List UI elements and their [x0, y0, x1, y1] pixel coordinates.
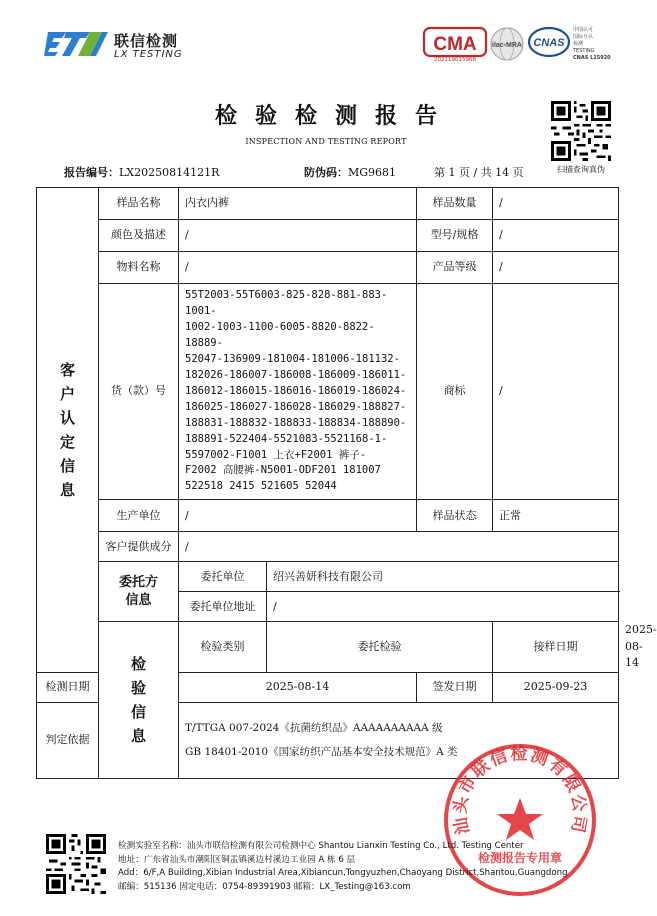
footer-contact: 邮编：515136 固定电话：0754-89391903 邮箱：LX_Testing@163.com	[118, 881, 411, 892]
qr-code-icon	[551, 101, 611, 161]
section-client-info: 客户认定信息	[37, 188, 99, 673]
test-date-label: 检测日期	[37, 672, 99, 702]
issue-date-value: 2025-09-23	[493, 672, 619, 702]
material-value: /	[179, 252, 417, 284]
section-principal-info: 委托方信息	[99, 562, 179, 622]
producer-label: 生产单位	[99, 500, 179, 532]
color-value: /	[179, 220, 417, 252]
report-number-label: 报告编号：	[64, 166, 119, 179]
row-color	[37, 220, 619, 252]
row-material	[37, 252, 619, 284]
footer-info	[118, 840, 568, 894]
issue-date-label: 签发日期	[417, 672, 493, 702]
section-inspection-info: 检验信息	[99, 622, 179, 779]
cnas-side-2: 国际互认	[573, 34, 594, 40]
row-client-components	[37, 532, 619, 562]
report-table	[36, 187, 657, 779]
sample-state-value: 正常	[493, 500, 619, 532]
sample-state-label: 样品状态	[417, 500, 493, 532]
sample-qty-value: /	[493, 188, 619, 220]
model-value: /	[493, 220, 619, 252]
item-number-value: 55T2003-55T6003-825-828-881-883-1001- 1002-1003-1100-6005-8820-8822-18889- 52047-136909-181004-181006-181132- 182026-186007-186008-186009-186011- 186012-186015-186016-186019-186024- 186025-186027-186028-186029-188827- 188831-188832-188833-188834-188890- 188891-522404-5521083-5521168-1- 5597002-F1001 上衣+F2001 裤子- F2002 高腰裤-N5001-ODF201 181007 522518 2415 521605 52044	[179, 284, 417, 500]
seal-sub-text: 检测报告专用章	[477, 851, 563, 865]
basis-label: 判定依据	[37, 702, 99, 778]
anti-fake-code	[304, 164, 396, 180]
row-principal-unit	[37, 562, 619, 592]
row-item-number	[37, 284, 619, 500]
report-number	[64, 164, 219, 180]
ilac-label: ilac-MRA	[492, 42, 522, 49]
cnas-label: CNAS	[533, 37, 565, 49]
footer-address-en: Add：6/F,A Building,Xibian Industrial Area,Xibiancun,Tongyuzhen,Chaoyang District,Shantou,Guangdong	[118, 868, 568, 879]
brand-label: 商标	[417, 284, 493, 500]
cnas-side-5: CNAS L15920	[573, 55, 611, 61]
cnas-mark	[527, 24, 609, 64]
sample-qty-label: 样品数量	[417, 188, 493, 220]
seal-arc-text: 汕头市联信检测有限公司	[450, 744, 590, 837]
logo-chinese-name: 联信检测	[114, 32, 179, 50]
basis-value: T/TTGA 007-2024《抗菌纺织品》AAAAAAAAAA 级 GB 18401-2010《国家纺织产品基本安全技术规范》A 类	[179, 702, 619, 778]
qr-code-icon	[46, 834, 106, 894]
model-label: 型号/规格	[417, 220, 493, 252]
seal-star-icon	[497, 798, 543, 840]
client-components-value: /	[179, 532, 619, 562]
cma-label: CMA	[433, 34, 477, 55]
report-number-value: LX20250814121R	[119, 166, 220, 179]
grade-value: /	[493, 252, 619, 284]
cnas-side-4: TESTING	[573, 48, 595, 54]
principal-address-value: /	[267, 592, 619, 622]
row-sample-name	[37, 188, 619, 220]
test-date-value: 2025-08-14	[179, 672, 417, 702]
item-number-label: 货（款）号	[99, 284, 179, 500]
cnas-icon	[527, 24, 609, 64]
cnas-side-1: 中国认可	[573, 27, 594, 33]
footer-qr-code[interactable]	[46, 834, 106, 894]
grade-label: 产品等级	[417, 252, 493, 284]
cma-mark	[424, 26, 486, 66]
inspection-type-value: 委托检验	[267, 622, 493, 673]
company-logo	[44, 26, 184, 66]
ilac-mra-mark	[489, 26, 525, 66]
principal-unit-label: 委托单位	[179, 562, 267, 592]
sample-name-label: 样品名称	[99, 188, 179, 220]
lx-logo-icon	[44, 28, 108, 58]
producer-value: /	[179, 500, 417, 532]
page-info: 第 1 页 / 共 14 页	[434, 166, 524, 179]
cma-icon	[424, 26, 486, 58]
anti-fake-value: MG9681	[348, 166, 397, 179]
footer-lab-name: 检测实验室名称：汕头市联信检测有限公司检测中心 Shantou Lianxin Testing Co., Ltd. Testing Center	[118, 841, 524, 851]
report-title: 检验检测报告	[214, 103, 455, 129]
color-label: 颜色及描述	[99, 220, 179, 252]
client-components-label: 客户提供成分	[99, 532, 179, 562]
received-date-label: 接样日期	[493, 622, 619, 673]
anti-fake-label: 防伪码：	[304, 166, 348, 179]
principal-address-label: 委托单位地址	[179, 592, 267, 622]
cnas-side-3: 检测	[573, 41, 584, 47]
row-inspection-type: 检验信息 检验类别 委托检验 接样日期 2025-08-14	[37, 622, 619, 673]
row-producer	[37, 500, 619, 532]
verification-qr-code[interactable]	[551, 101, 611, 161]
qr-scan-label: 扫描查询真伪	[557, 165, 605, 174]
principal-unit-value: 绍兴善妍科技有限公司	[267, 562, 619, 592]
inspection-type-label: 检验类别	[179, 622, 267, 673]
report-subtitle: INSPECTION AND TESTING REPORT	[245, 137, 407, 146]
sample-name-value: 内衣内裤	[179, 188, 417, 220]
cma-number: 202119015968	[434, 57, 476, 63]
material-label: 物料名称	[99, 252, 179, 284]
footer-address-cn: 地址：广东省汕头市潮阳区铜盂镇溪边村溪边工业园 A 栋 6 层	[118, 854, 356, 865]
brand-value: /	[493, 284, 619, 500]
logo-english-name: LX TESTING	[114, 49, 183, 60]
ilac-globe-icon	[489, 26, 525, 62]
